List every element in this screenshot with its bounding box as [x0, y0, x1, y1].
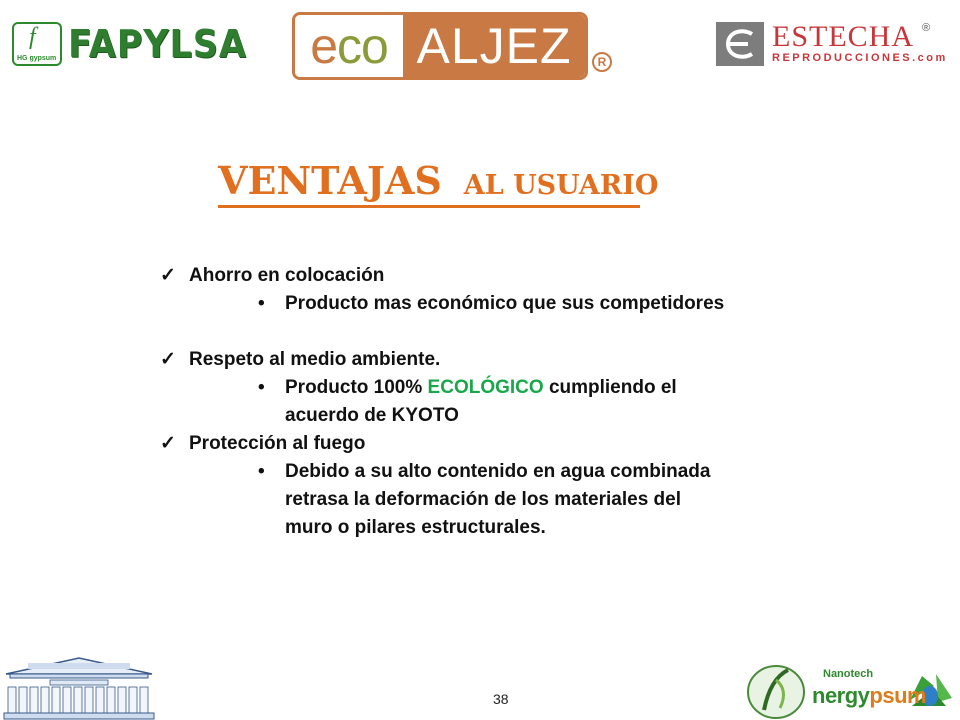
checkmark-icon: ✓ — [160, 433, 176, 454]
hg-logo-text: HG gypsum — [17, 55, 57, 62]
bullet-text-line2: retrasa la deformación de los materiales del — [285, 489, 682, 510]
advantages-list — [160, 262, 800, 542]
ecoaljez-eco: e co — [295, 15, 403, 77]
registered-mark: R — [592, 52, 612, 72]
item-label: Ahorro en colocación — [189, 265, 385, 286]
hg-logo-letter: f — [29, 24, 36, 50]
sub-bullet-continuation — [160, 402, 800, 430]
sub-bullet — [160, 458, 800, 486]
hg-gypsum-logo — [12, 22, 62, 66]
list-item — [160, 430, 800, 458]
bullet-icon: • — [258, 461, 265, 482]
nanotech-label: Nanotech — [823, 668, 874, 680]
ecoaljez-logo — [292, 12, 588, 80]
ecoaljez-aljez: ALJEZ — [403, 15, 585, 77]
title-sub: AL USUARIO — [463, 170, 659, 201]
estecha-emblem-icon — [716, 22, 764, 66]
bullet-icon: • — [258, 293, 265, 314]
estecha-logo-sub: REPRODUCCIONES.com — [772, 52, 948, 64]
sub-bullet-continuation — [160, 486, 800, 514]
sub-bullet — [160, 374, 800, 402]
bullet-text-after: cumpliendo el — [543, 377, 677, 398]
bullet-text-before: Producto 100% — [285, 377, 428, 398]
bullet-text: Producto mas económico que sus competidores — [285, 293, 725, 314]
checkmark-icon: ✓ — [160, 265, 176, 286]
sub-bullet-continuation — [160, 514, 800, 542]
fapylsa-logo: FAPYLSA — [68, 22, 247, 66]
estecha-registered: ® — [922, 22, 931, 34]
title-main: VENTAJAS — [218, 158, 442, 203]
page-number: 38 — [493, 691, 509, 707]
list-item — [160, 262, 800, 290]
energypsum-wordmark: nergypsum — [812, 683, 927, 708]
estecha-logo-name: ESTECHA — [772, 20, 914, 53]
item-label: Respeto al medio ambiente. — [189, 349, 441, 370]
item-label: Protección al fuego — [189, 433, 366, 454]
bullet-icon: • — [258, 377, 265, 398]
bullet-text-line1: Debido a su alto contenido en agua combinada — [285, 461, 711, 482]
list-item — [160, 346, 800, 374]
checkmark-icon: ✓ — [160, 349, 176, 370]
ecologico-highlight: ECOLÓGICO — [427, 377, 544, 398]
gypsum-excellence-temple-icon — [0, 656, 158, 720]
sub-bullet — [160, 290, 800, 318]
bullet-text-line2: acuerdo de KYOTO — [285, 405, 459, 426]
bullet-text-line3: muro o pilares estructurales. — [285, 517, 546, 538]
slide-title — [218, 158, 659, 208]
